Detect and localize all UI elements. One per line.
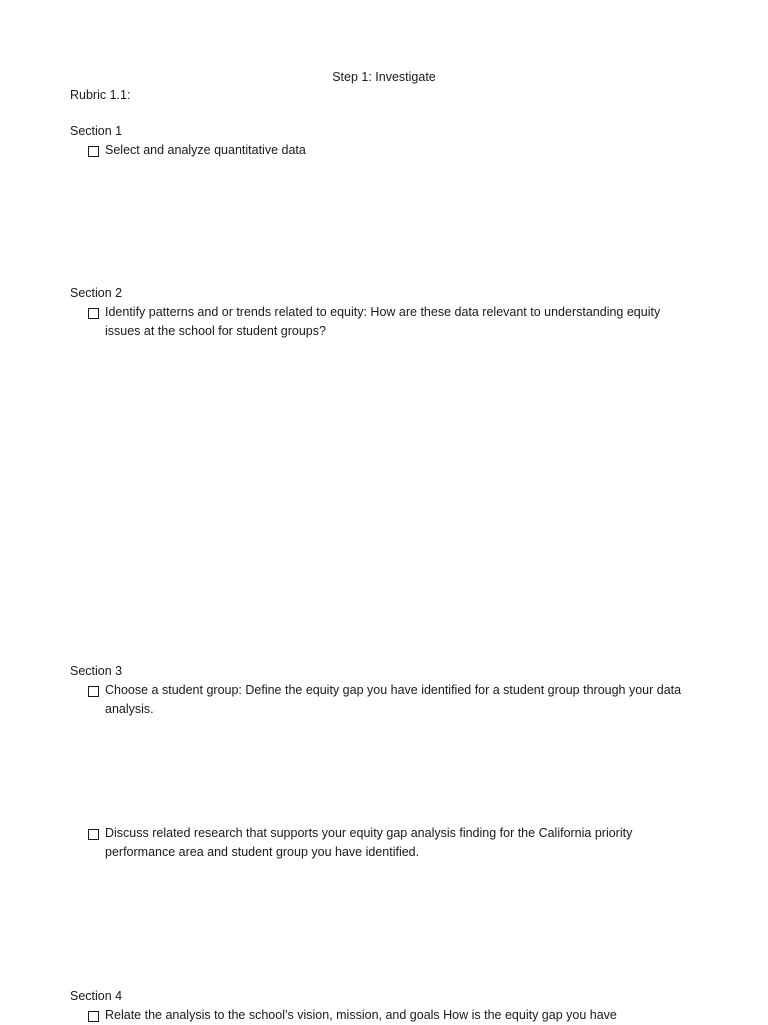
rubric-label: Rubric 1.1: xyxy=(70,88,131,102)
checklist-item-text: Choose a student group: Define the equity gap you have identified for a student group through your data analysis. xyxy=(105,683,682,716)
section-1-heading: Section 1 xyxy=(70,124,123,138)
checklist-item-text: Identify patterns and or trends related to equity: How are these data relevant to understanding equity issues at the school for student groups? xyxy=(105,305,661,338)
page-title: Step 1: Investigate xyxy=(332,70,436,84)
checklist-item-text: Discuss related research that supports your equity gap analysis finding for the California priority performance area and student group you have identified. xyxy=(105,826,633,859)
checklist-item-text: Relate the analysis to the school’s vision, mission, and goals How is the equity gap you have xyxy=(105,1008,617,1022)
section-2-heading: Section 2 xyxy=(70,286,123,300)
section-3-heading: Section 3 xyxy=(70,664,123,678)
checkbox-icon[interactable] xyxy=(88,1011,99,1022)
checkbox-icon[interactable] xyxy=(88,686,99,697)
checkbox-icon[interactable] xyxy=(88,308,99,319)
checklist-item-text: Select and analyze quantitative data xyxy=(105,143,306,157)
section-4-heading: Section 4 xyxy=(70,989,123,1003)
checkbox-icon[interactable] xyxy=(88,829,99,840)
checkbox-icon[interactable] xyxy=(88,146,99,157)
